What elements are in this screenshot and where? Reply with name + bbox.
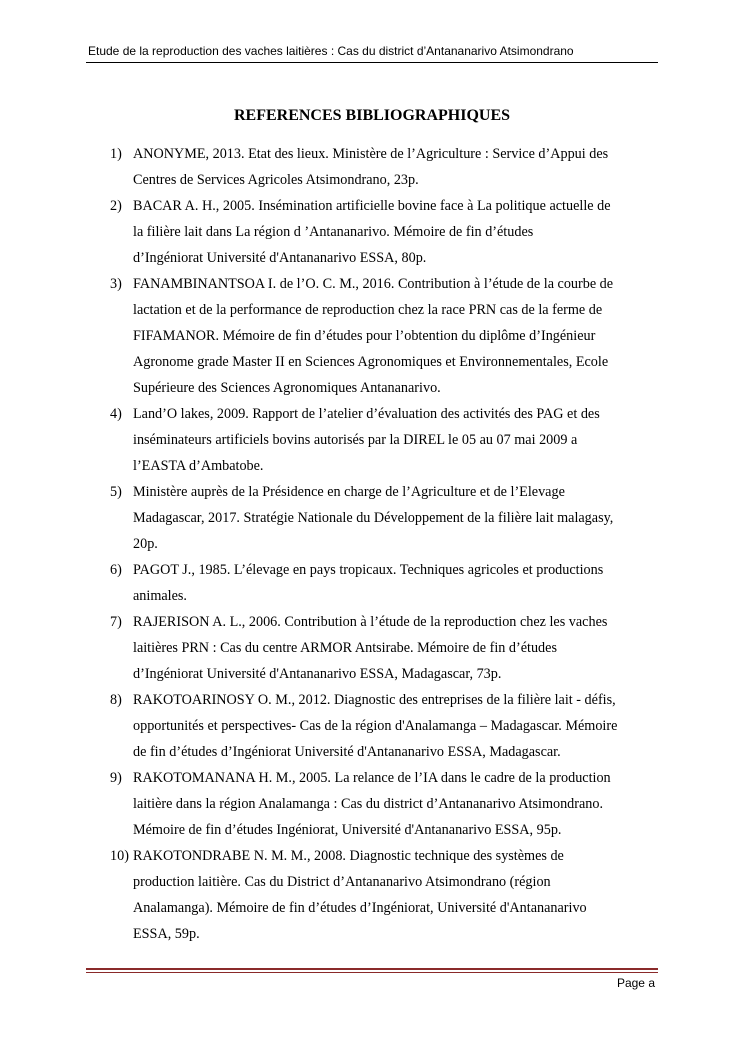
- reference-item: [86, 687, 658, 765]
- reference-line: de fin d’études d’Ingéniorat Université d'Antananarivo ESSA, Madagascar.: [133, 744, 561, 760]
- reference-line: Land’O lakes, 2009. Rapport de l’atelier d’évaluation des activités des PAG et des: [133, 406, 600, 422]
- reference-line: la filière lait dans La région d ’Antananarivo. Mémoire de fin d’études: [133, 224, 534, 240]
- reference-line: laitières PRN : Cas du centre ARMOR Antsirabe. Mémoire de fin d’études: [133, 640, 557, 656]
- reference-line: 20p.: [133, 536, 158, 552]
- reference-line: laitière dans la région Analamanga : Cas du district d’Antananarivo Atsimondrano.: [133, 796, 604, 812]
- reference-line: PAGOT J., 1985. L’élevage en pays tropicaux. Techniques agricoles et productions: [133, 562, 604, 578]
- reference-line: RAKOTOMANANA H. M., 2005. La relance de l’IA dans le cadre de la production: [133, 770, 611, 786]
- page-title: REFERENCES BIBLIOGRAPHIQUES: [233, 107, 511, 124]
- reference-line: d’Ingéniorat Université d'Antananarivo ESSA, Madagascar, 73p.: [133, 666, 502, 682]
- reference-number: 8): [110, 692, 122, 708]
- reference-line: BACAR A. H., 2005. Insémination artificielle bovine face à La politique actuelle de: [133, 198, 611, 214]
- reference-line: production laitière. Cas du District d’Antananarivo Atsimondrano (région: [133, 874, 551, 890]
- footer-rule-thin: [86, 972, 658, 973]
- reference-number: 3): [110, 276, 122, 292]
- reference-line: ANONYME, 2013. Etat des lieux. Ministère de l’Agriculture : Service d’Appui des: [133, 146, 609, 162]
- reference-number: 9): [110, 770, 122, 786]
- reference-item: [86, 141, 658, 193]
- header-rule: [86, 62, 658, 63]
- reference-item: [86, 479, 658, 557]
- reference-number: 7): [110, 614, 122, 630]
- reference-item: [86, 843, 658, 947]
- reference-line: Ministère auprès de la Présidence en charge de l’Agriculture et de l’Elevage: [133, 484, 565, 500]
- reference-list: [86, 141, 658, 947]
- reference-line: animales.: [133, 588, 187, 604]
- reference-line: Mémoire de fin d’études Ingéniorat, Université d'Antananarivo ESSA, 95p.: [133, 822, 562, 838]
- reference-line: Centres de Services Agricoles Atsimondrano, 23p.: [133, 172, 419, 188]
- reference-line: opportunités et perspectives- Cas de la région d'Analamanga – Madagascar. Mémoire: [133, 718, 618, 734]
- reference-item: [86, 401, 658, 479]
- reference-item: [86, 271, 658, 401]
- reference-line: Supérieure des Sciences Agronomiques Antananarivo.: [133, 380, 441, 396]
- reference-line: ESSA, 59p.: [133, 926, 200, 942]
- reference-line: Analamanga). Mémoire de fin d’études d’Ingéniorat, Université d'Antananarivo: [133, 900, 587, 916]
- reference-number: 6): [110, 562, 122, 578]
- running-header: Etude de la reproduction des vaches laitières : Cas du district d’Antananarivo Atsimondrano: [88, 44, 574, 58]
- reference-number: 4): [110, 406, 122, 422]
- reference-number: 5): [110, 484, 122, 500]
- reference-line: RAJERISON A. L., 2006. Contribution à l’étude de la reproduction chez les vaches: [133, 614, 608, 630]
- reference-item: [86, 609, 658, 687]
- reference-line: FANAMBINANTSOA I. de l’O. C. M., 2016. Contribution à l’étude de la courbe de: [133, 276, 614, 292]
- reference-line: lactation et de la performance de reproduction chez la race PRN cas de la ferme de: [133, 302, 603, 318]
- footer-rule: [86, 968, 658, 970]
- reference-line: Agronome grade Master II en Sciences Agronomiques et Environnementales, Ecole: [133, 354, 609, 370]
- reference-line: FIFAMANOR. Mémoire de fin d’études pour l’obtention du diplôme d’Ingénieur: [133, 328, 596, 344]
- reference-item: [86, 193, 658, 271]
- reference-item: [86, 557, 658, 609]
- reference-line: RAKOTOARINOSY O. M., 2012. Diagnostic des entreprises de la filière lait - défis,: [133, 692, 616, 708]
- reference-line: l’EASTA d’Ambatobe.: [133, 458, 264, 474]
- reference-line: RAKOTONDRABE N. M. M., 2008. Diagnostic technique des systèmes de: [133, 848, 564, 864]
- reference-number: 10): [110, 848, 129, 864]
- reference-line: inséminateurs artificiels bovins autorisés par la DIREL le 05 au 07 mai 2009 a: [133, 432, 578, 448]
- reference-number: 2): [110, 198, 122, 214]
- reference-line: d’Ingéniorat Université d'Antananarivo ESSA, 80p.: [133, 250, 427, 266]
- reference-item: [86, 765, 658, 843]
- reference-line: Madagascar, 2017. Stratégie Nationale du Développement de la filière lait malagasy,: [133, 510, 614, 526]
- page-number: Page a: [616, 976, 655, 990]
- reference-number: 1): [110, 146, 122, 162]
